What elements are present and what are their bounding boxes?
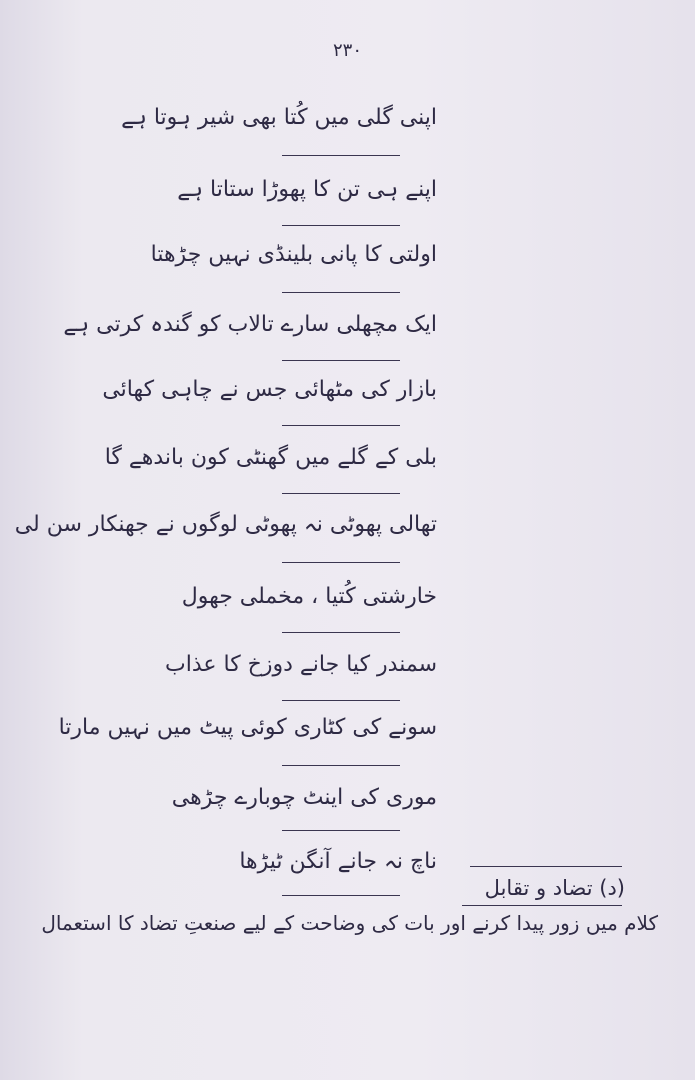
proverb-line: ایک مچھلی سارے تالاب کو گندہ کرتی ہے [63,312,437,337]
proverb-line: سمندر کیا جانے دوزخ کا عذاب [165,652,437,677]
proverb-line: اپنی گلی میں کُتا بھی شیر ہوتا ہے [121,105,437,130]
separator-line [282,562,400,563]
separator-line [282,225,400,226]
proverb-line: بلی کے گلے میں گھنٹی کون باندھے گا [104,445,437,470]
section-body-text: کلام میں زور پیدا کرنے اور بات کی وضاحت کے لیے صنعتِ تضاد کا استعمال [41,911,658,935]
section-rule-top [470,866,622,867]
proverb-line: موری کی اینٹ چوبارے چڑھی [171,785,437,810]
proverb-line: خارشتی کُتیا ، مخملی جھول [181,584,437,609]
separator-line [282,425,400,426]
page-number: ۲۳۰ [332,40,362,61]
separator-line [282,765,400,766]
separator-line [282,700,400,701]
proverb-line: سونے کی کٹاری کوئی پیٹ میں نہیں مارتا [58,715,437,740]
proverb-line: اولتی کا پانی بلینڈی نہیں چڑھتا [150,242,437,267]
proverb-line: ناچ نہ جانے آنگن ٹیڑھا [239,849,437,874]
separator-line [282,632,400,633]
section-heading: (د) تضاد و تقابل [484,876,625,900]
separator-line [282,292,400,293]
proverb-line: اپنے ہی تن کا پھوڑا ستاتا ہے [177,177,437,202]
proverb-line: بازار کی مٹھائی جس نے چاہی کھائی [102,377,437,402]
separator-line [282,493,400,494]
separator-line [282,830,400,831]
separator-line [282,895,400,896]
separator-line [282,155,400,156]
proverb-line: تھالی پھوٹی نہ پھوٹی لوگوں نے جھنکار سن لی [14,512,437,537]
separator-line [282,360,400,361]
section-rule-bottom [462,905,622,906]
